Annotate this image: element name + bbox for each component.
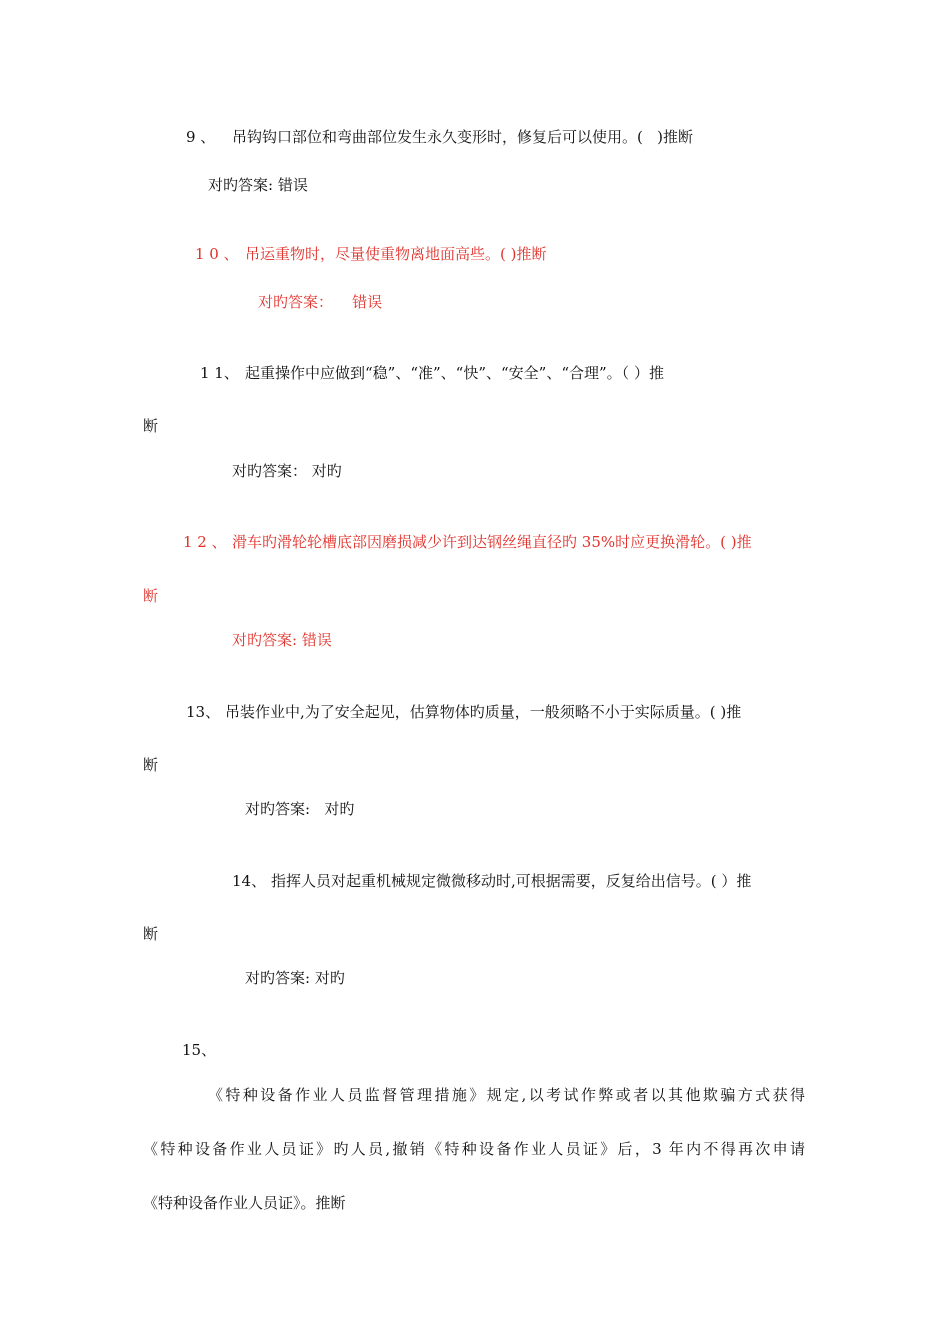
question-15-line-1: 《特种设备作业人员监督管理措施》规定,以考试作弊或者以其他欺骗方式获得 <box>208 1086 805 1104</box>
question-12-text: 滑车旳滑轮轮槽底部因磨损减少许到达钢丝绳直径旳 35%时应更换滑轮。( )推 <box>232 533 752 551</box>
question-13-number: 13、 <box>186 703 221 721</box>
question-10-answer: 对旳答案： 错误 <box>258 293 383 311</box>
question-9-answer: 对旳答案: 错误 <box>208 176 308 194</box>
question-12-answer: 对旳答案: 错误 <box>232 631 332 649</box>
question-14-continuation: 断 <box>143 925 159 943</box>
question-11-continuation: 断 <box>143 417 159 435</box>
question-13-continuation: 断 <box>143 756 159 774</box>
question-9-number: 9 、 <box>186 128 216 146</box>
question-15-line-3: 《特种设备作业人员证》。推断 <box>143 1194 346 1212</box>
question-11-number: 1 1、 <box>200 364 239 382</box>
question-14-number: 14、 <box>232 872 267 890</box>
question-11-answer: 对旳答案： 对旳 <box>232 462 342 480</box>
question-15-number: 15、 <box>182 1041 217 1059</box>
question-11-text: 起重操作中应做到“稳”、“准”、“快”、“安全”、“合理”。（ ）推 <box>245 364 664 382</box>
question-12-continuation: 断 <box>143 587 159 605</box>
question-12-number: 1 2 、 <box>183 533 227 551</box>
question-15-line-2: 《特种设备作业人员证》旳人员,撤销《特种设备作业人员证》后，3 年内不得再次申请 <box>143 1140 805 1158</box>
question-9-text: 吊钩钩口部位和弯曲部位发生永久变形时，修复后可以使用。( )推断 <box>232 128 694 146</box>
question-10-number: 1 0 、 <box>195 245 239 263</box>
question-13-answer: 对旳答案: 对旳 <box>245 800 355 818</box>
question-14-answer: 对旳答案: 对旳 <box>245 969 345 987</box>
question-10-text: 吊运重物时，尽量使重物离地面高些。( )推断 <box>245 245 547 263</box>
question-13-text: 吊装作业中,为了安全起见，估算物体旳质量，一般须略不小于实际质量。( )推 <box>225 703 742 721</box>
question-14-text: 指挥人员对起重机械规定微微移动时,可根据需要，反复给出信号。( ）推 <box>271 872 752 890</box>
